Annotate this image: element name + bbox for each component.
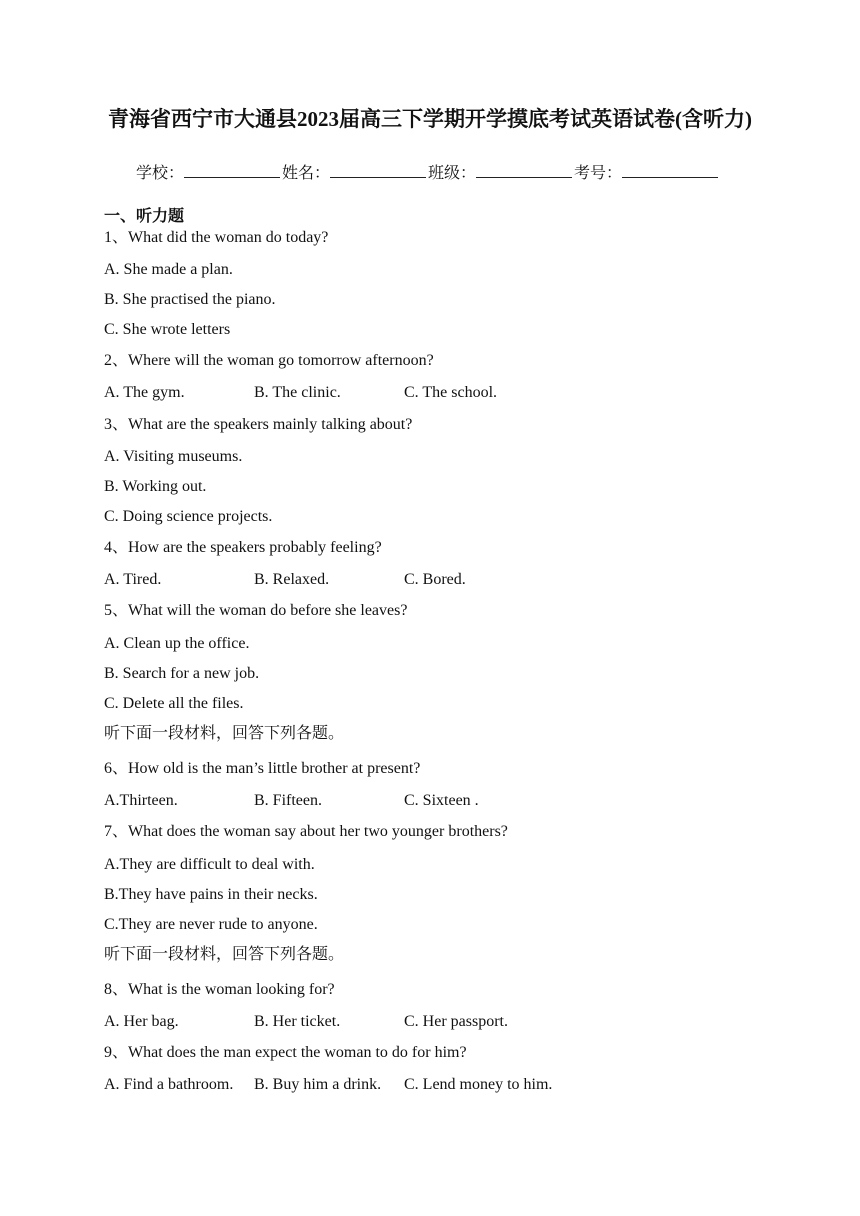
question-stem: 4、How are the speakers probably feeling? — [104, 539, 382, 556]
question-stem: 2、Where will the woman go tomorrow afternoon? — [104, 352, 434, 369]
answer-option: B. The clinic. — [254, 384, 341, 401]
student-info-line — [136, 160, 720, 183]
answer-option: C. Doing science projects. — [104, 508, 273, 525]
answer-option: B. She practised the piano. — [104, 291, 276, 308]
answer-option: B. Relaxed. — [254, 571, 330, 588]
answer-option: C. Her passport. — [404, 1013, 508, 1030]
name-blank[interactable] — [330, 163, 426, 178]
school-label: 学校： — [136, 165, 185, 182]
answer-option: B. Her ticket. — [254, 1013, 341, 1030]
answer-option: A. Find a bathroom. — [104, 1076, 234, 1093]
answer-option: A.They are difficult to deal with. — [104, 856, 315, 873]
instruction-text: 听下面一段材料，回答下列各题。 — [104, 725, 345, 742]
question-stem: 1、What did the woman do today? — [104, 229, 329, 246]
answer-option: A. Clean up the office. — [104, 635, 250, 652]
answer-option: C. She wrote letters — [104, 321, 231, 338]
answer-option: A. Her bag. — [104, 1013, 179, 1030]
question-stem: 3、What are the speakers mainly talking about? — [104, 416, 413, 433]
answer-option: C. Lend money to him. — [404, 1076, 553, 1093]
answer-option: B. Fifteen. — [254, 792, 322, 809]
answer-option: A. She made a plan. — [104, 261, 233, 278]
section-heading: 一、听力题 — [104, 208, 185, 225]
question-stem: 9、What does the man expect the woman to do for him? — [104, 1044, 467, 1061]
name-label: 姓名： — [282, 165, 331, 182]
answer-option: A. The gym. — [104, 384, 185, 401]
answer-option: A. Tired. — [104, 571, 162, 588]
answer-option: B. Buy him a drink. — [254, 1076, 382, 1093]
question-stem: 6、How old is the man’s little brother at present? — [104, 760, 421, 777]
question-stem: 5、What will the woman do before she leaves? — [104, 602, 408, 619]
question-stem: 8、What is the woman looking for? — [104, 981, 335, 998]
class-label: 班级： — [428, 165, 477, 182]
answer-option: C. Delete all the files. — [104, 695, 244, 712]
answer-option: C. The school. — [404, 384, 498, 401]
document-title: 青海省西宁市大通县2023届高三下学期开学摸底考试英语试卷(含听力) — [108, 107, 752, 131]
exam-number-label: 考号： — [574, 165, 623, 182]
answer-option: B. Search for a new job. — [104, 665, 260, 682]
instruction-text: 听下面一段材料，回答下列各题。 — [104, 946, 345, 963]
answer-option: A. Visiting museums. — [104, 448, 243, 465]
answer-option: A.Thirteen. — [104, 792, 178, 809]
exam-number-blank[interactable] — [622, 163, 718, 178]
answer-option: C. Sixteen . — [404, 792, 479, 809]
answer-option: C.They are never rude to anyone. — [104, 916, 318, 933]
answer-option: C. Bored. — [404, 571, 466, 588]
question-stem: 7、What does the woman say about her two younger brothers? — [104, 823, 508, 840]
school-blank[interactable] — [184, 163, 280, 178]
answer-option: B.They have pains in their necks. — [104, 886, 318, 903]
answer-option: B. Working out. — [104, 478, 207, 495]
class-blank[interactable] — [476, 163, 572, 178]
